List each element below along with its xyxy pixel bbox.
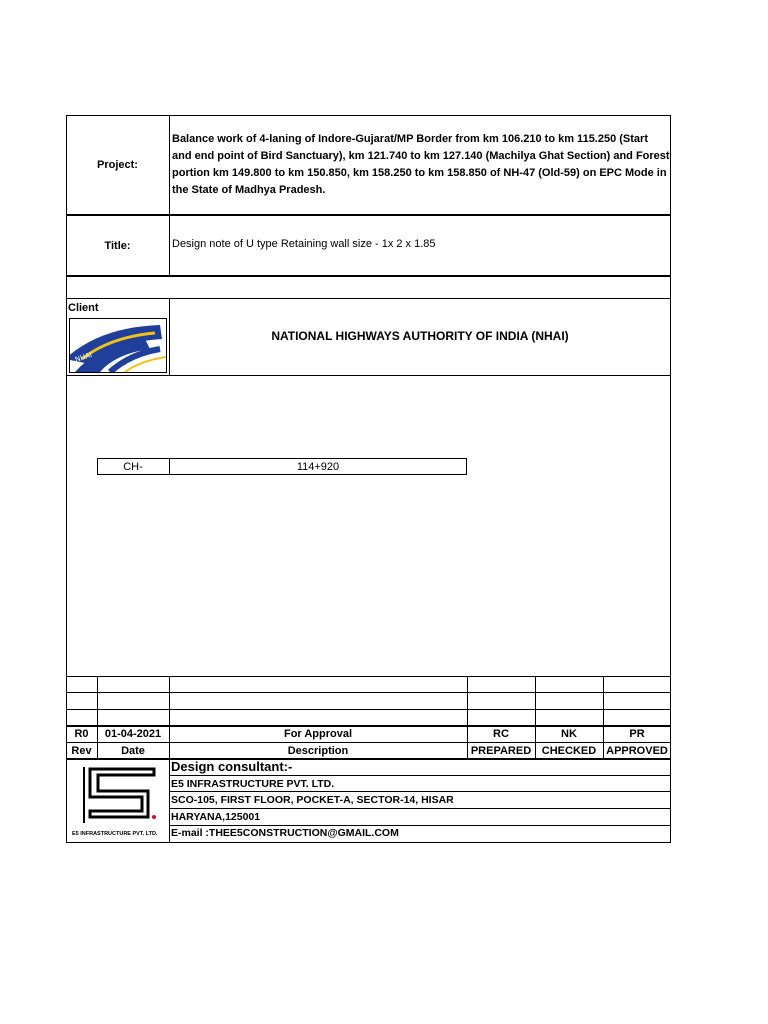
rev-header: Rev [71,744,92,757]
consultant-address-line2: HARYANA,125001 [171,811,261,823]
rev-value: R0 [74,728,89,740]
project-description: Balance work of 4-laning of Indore-Gujarat/MP Border from km 106.210 to km 115.250 (Start and end point of Bird Sanctuary), km 121.740 to km 127.140 (Machilya Ghat Section) and Forest portion km 149.800 to km 150.850, km 158.250 to km 158.850 of NH-47 (Old-59) on EPC Mode in the State of Madhya Pradesh. [172,133,670,196]
title-value: Design note of U type Retaining wall size - 1x 2 x 1.85 [172,238,436,250]
svg-text:NHAI: NHAI [74,350,94,364]
project-label: Project: [97,159,138,171]
title-label: Title: [104,240,131,252]
checked-value: NK [561,728,577,740]
description-header: Description [287,744,349,757]
approved-header: APPROVED [606,744,668,757]
nhai-logo [69,318,167,373]
e5-logo-caption: E5 INFRASTRUCTURE PVT. LTD. [72,831,158,837]
e5-logo [72,765,166,837]
date-header: Date [121,744,145,757]
approved-value: PR [629,728,645,740]
chainage-label: CH- [123,460,143,473]
client-name: NATIONAL HIGHWAYS AUTHORITY OF INDIA (NHAI) [271,329,569,343]
consultant-address-line1: SCO-105, FIRST FLOOR, POCKET-A, SECTOR-14, HISAR [171,794,454,806]
prepared-value: RC [493,728,509,740]
description-value: For Approval [283,728,353,740]
consultant-email: E-mail :THEE5CONSTRUCTION@GMAIL.COM [171,827,399,839]
checked-header: CHECKED [541,744,597,757]
chainage-value: 114+920 [296,460,340,473]
prepared-header: PREPARED [470,744,532,757]
date-value: 01-04-2021 [104,728,162,740]
consultant-company: E5 INFRASTRUCTURE PVT. LTD. [171,778,335,790]
client-label: Client [68,302,99,314]
consultant-heading: Design consultant:- [171,759,293,774]
